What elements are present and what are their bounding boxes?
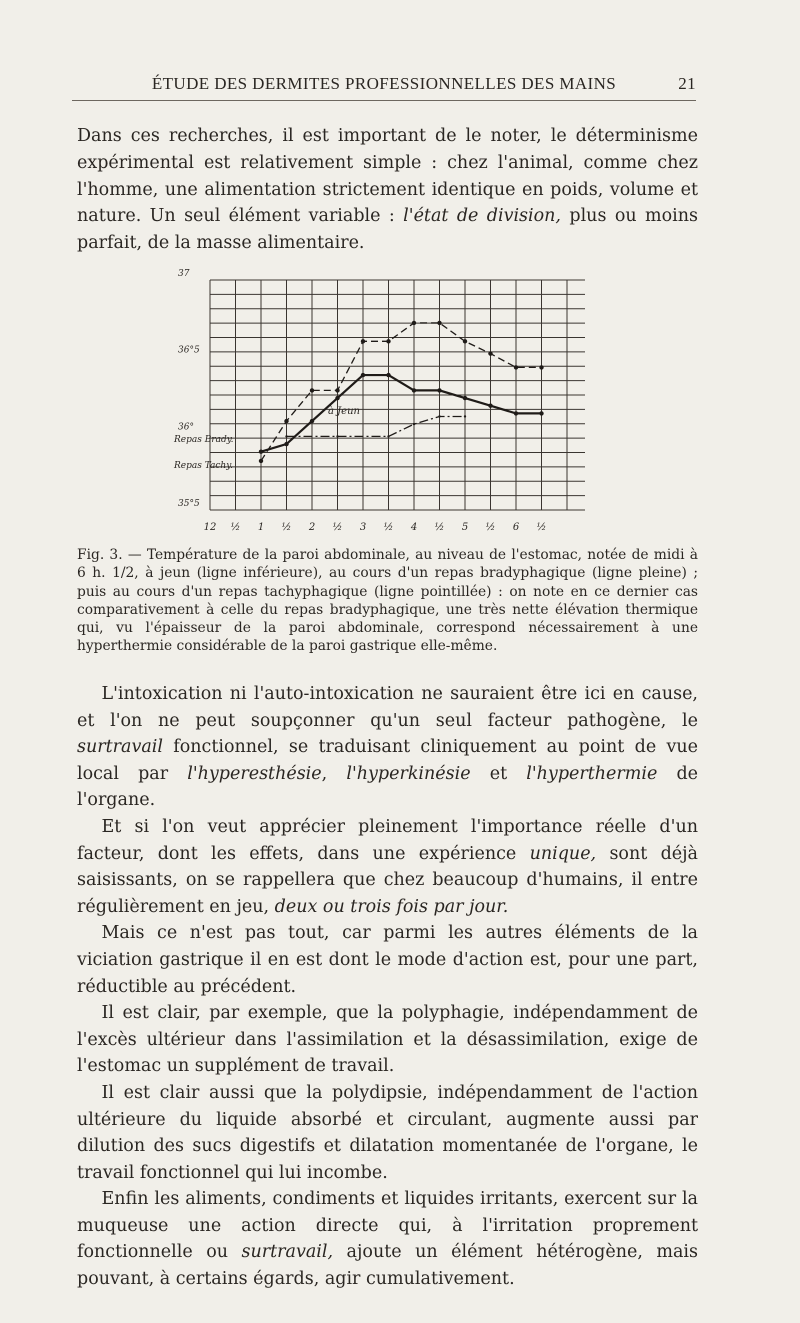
chart-annotation: Repas Tachy.: [174, 461, 233, 471]
chart-annotation: à Jeun: [328, 406, 360, 417]
paragraph-2: Et si l'on veut apprécier pleinement l'importance réelle d'un facteur, dont les effets, dans une expérience unique, sont déjà saisissants, on se rappellera que chez beaucoup d'humains, il entre régulièrement en jeu, deux ou trois fois par jour.: [77, 816, 698, 917]
body-text: [77, 681, 698, 1293]
data-point: [336, 435, 338, 437]
y-tick-label: 37: [178, 269, 190, 279]
data-point: [361, 339, 365, 343]
data-point: [514, 411, 518, 415]
x-axis-ticks: [204, 522, 547, 533]
page-number: 21: [678, 74, 696, 93]
chart-grid: [210, 280, 585, 510]
x-tick-label: 12: [203, 522, 217, 533]
paragraph-1: L'intoxication ni l'auto-intoxication ne sauraient être ici en cause, et l'on ne peut soupçonner qu'un seul facteur pathogène, le surtravail fonctionnel, se traduisant cliniquement au point de vue local par l'hyperesthésie, l'hyperkinésie et l'hyperthermie de l'organe.: [77, 684, 698, 811]
data-point: [463, 396, 467, 400]
x-tick-label: ½: [485, 522, 496, 533]
intro-paragraph: [77, 123, 698, 257]
paragraph-6: Enfin les aliments, condiments et liquides irritants, exercent sur la muqueuse une action directe qui, à l'irritation proprement fonctionnelle ou surtravail, ajoute un élément hétérogène, mais pouvant, à certains égards, agir cumulativement.: [77, 1189, 698, 1290]
y-tick-label: 36°5: [178, 345, 200, 356]
x-tick-label: ½: [230, 522, 241, 533]
data-point: [386, 339, 390, 343]
data-point: [386, 373, 390, 377]
paragraph-3: Mais ce n'est pas tout, car parmi les autres éléments de la viciation gastrique il en est dont le mode d'action est, pour une part, réductible au précédent.: [77, 923, 698, 997]
y-tick-label: 35°5: [178, 499, 200, 509]
intro-emphasis: l'état de division,: [403, 206, 561, 227]
x-tick-label: 5: [461, 522, 469, 533]
x-tick-label: 1: [257, 522, 265, 533]
x-tick-label: 6: [512, 522, 520, 533]
figure-caption: Fig. 3. — Température de la paroi abdominale, au niveau de l'estomac, notée de midi à 6 h. 1/2, à jeun (ligne inférieure), au cours d'un repas bradyphagique (ligne pleine) ; puis au cours d'un repas tachyphagique (ligne pointillée) : on note en ce dernier cas comparativement à celle du repas bradyphagique, une très nette élévation thermique qui, vu l'épaisseur de la paroi abdominale, correspond nécessairement à une hyperthermie considérable de la paroi gastrique elle-même.: [77, 547, 698, 655]
data-point: [437, 388, 441, 392]
header-rule: [72, 100, 696, 101]
data-point: [438, 415, 440, 417]
data-point: [310, 388, 314, 392]
data-point: [463, 339, 467, 343]
series-line: [261, 323, 542, 461]
x-tick-label: ½: [281, 522, 292, 533]
y-axis-ticks: [178, 269, 200, 509]
data-point: [437, 321, 441, 325]
paragraph-5: Il est clair aussi que la polydipsie, indépendamment de l'action ultérieure du liquide absorbé et circulant, augmente aussi par dilution des sucs digestifs et dilatation momentanée de l'organe, le travail fonctionnel qui lui incombe.: [77, 1082, 698, 1183]
x-tick-label: 4: [410, 522, 418, 533]
data-point: [488, 404, 492, 408]
data-point: [412, 388, 416, 392]
data-point: [412, 321, 416, 325]
data-point: [488, 351, 492, 355]
data-point: [285, 435, 287, 437]
x-tick-label: ½: [434, 522, 445, 533]
running-title: ÉTUDE DES DERMITES PROFESSIONNELLES DES MAINS: [151, 74, 617, 93]
x-tick-label: 3: [359, 522, 367, 533]
data-point: [514, 365, 518, 369]
temperature-chart: [170, 262, 585, 544]
x-tick-label: ½: [332, 522, 343, 533]
series-line: [261, 375, 542, 452]
data-point: [464, 415, 466, 417]
data-point: [310, 419, 314, 423]
y-tick-label: 36°: [178, 422, 194, 433]
x-tick-label: 2: [308, 522, 316, 533]
data-point: [387, 435, 389, 437]
paragraph-4: Il est clair, par exemple, que la polyphagie, indépendamment de l'excès ultérieur dans l'assimilation et la désassimilation, exige de l'estomac un supplément de travail.: [77, 1003, 698, 1077]
data-point: [259, 459, 263, 463]
data-point: [361, 373, 365, 377]
data-point: [539, 411, 543, 415]
data-point: [335, 388, 339, 392]
data-point: [413, 423, 415, 425]
data-point: [539, 365, 543, 369]
intro-text-c: plus ou moins parfait, de la masse alimentaire.: [77, 206, 698, 254]
x-tick-label: ½: [536, 522, 547, 533]
chart-series: [259, 321, 544, 463]
data-point: [284, 442, 288, 446]
data-point: [259, 450, 263, 454]
data-point: [335, 396, 339, 400]
chart-annotation: Repas Brady.: [174, 435, 234, 445]
intro-text-a: Dans ces recherches, il est important de le noter, le déterminisme expérimental est relativement simple : chez l'animal, comme chez l'homme, une alimentation strictement identique en poids, volume et nature. Un seul élément variable :: [77, 126, 698, 227]
running-header: [72, 74, 696, 94]
data-point: [284, 419, 288, 423]
x-tick-label: ½: [383, 522, 394, 533]
